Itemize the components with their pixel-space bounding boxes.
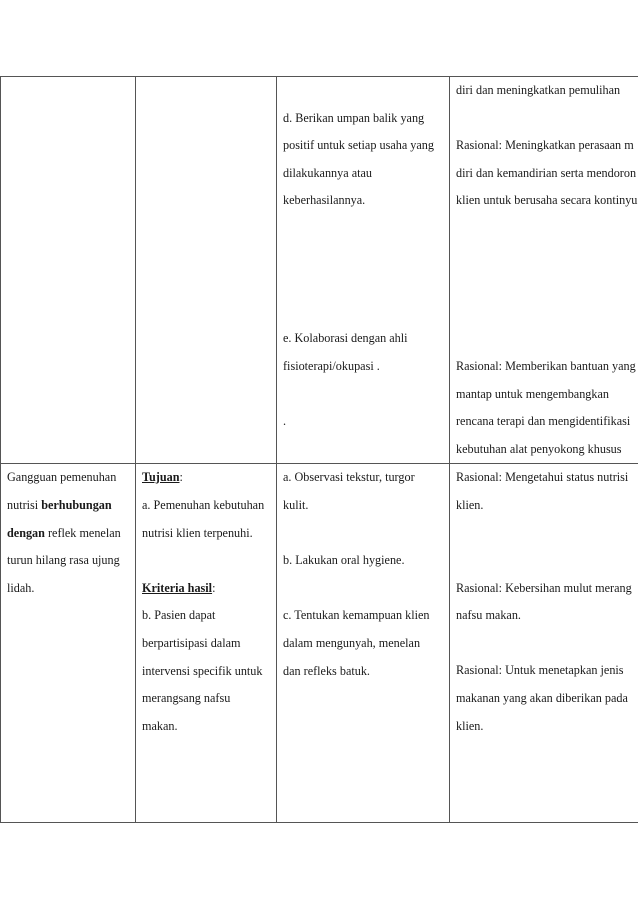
rasional-line: Rasional: Memberikan bantuan yang (456, 358, 636, 373)
intervensi-line: a. Observasi tekstur, turgor (283, 470, 415, 485)
kriteria-line: makan. (142, 718, 178, 733)
rasional-line: diri dan kemandirian serta mendoron (456, 165, 637, 180)
diagnosa-line (7, 520, 135, 548)
diagnosa-text: nutrisi (7, 497, 42, 512)
kriteria-line: b. Pasien dapat (142, 608, 216, 623)
tujuan-colon: : (179, 470, 183, 485)
rasional-line: rencana terapi dan mengidentifikasi (456, 414, 631, 429)
intervensi-line: dan refleks batuk. (283, 663, 370, 678)
intervensi-line: . (283, 413, 287, 428)
intervensi-line: d. Berikan umpan balik yang (283, 110, 425, 125)
rasional-cell (450, 77, 638, 464)
diagnosa-line: turun hilang rasa ujung (7, 553, 120, 568)
diagnosa-bold-text: berhubungan (41, 497, 112, 512)
rasional-line: klien. (456, 718, 484, 733)
diagnosa-line: Gangguan pemenuhan (7, 470, 117, 485)
intervensi-line: dilakukannya atau (283, 165, 373, 180)
kriteria-line: merangsang nafsu (142, 691, 231, 706)
tujuan-line: nutrisi klien terpenuhi. (142, 525, 253, 540)
kriteria-label: Kriteria hasil (142, 580, 213, 595)
diagnosa-cell (1, 464, 136, 823)
rasional-line: Rasional: Untuk menetapkan jenis (456, 663, 624, 678)
tujuan-line: a. Pemenuhan kebutuhan (142, 497, 265, 512)
rasional-line: Rasional: Mengetahui status nutrisi (456, 470, 629, 485)
rasional-line: diri dan meningkatkan pemulihan (456, 83, 621, 97)
diagnosa-text: reflek menelan (44, 525, 121, 540)
table-row (1, 464, 638, 823)
diagnosa-line (7, 492, 135, 520)
intervensi-line: c. Tentukan kemampuan klien (283, 608, 430, 623)
diagnosa-cell (1, 77, 136, 464)
intervensi-cell (277, 464, 450, 823)
intervensi-line: positif untuk setiap usaha yang (283, 138, 434, 153)
intervensi-line: keberhasilannya. (283, 193, 366, 208)
tujuan-cell (136, 77, 277, 464)
rasional-line: nafsu makan. (456, 608, 521, 623)
kriteria-colon: : (212, 580, 216, 595)
tujuan-cell (136, 464, 277, 823)
intervensi-line: b. Lakukan oral hygiene. (283, 553, 405, 568)
tujuan-label: Tujuan (142, 470, 180, 485)
rasional-line: kebutuhan alat penyokong khusus (456, 441, 622, 456)
nursing-care-plan-table (0, 76, 638, 823)
intervensi-cell (277, 77, 450, 464)
intervensi-line: kulit. (283, 497, 309, 512)
rasional-line: mantap untuk mengembangkan (456, 386, 609, 401)
intervensi-line: e. Kolaborasi dengan ahli (283, 330, 408, 345)
diagnosa-line: lidah. (7, 580, 35, 595)
rasional-cell (450, 464, 638, 823)
rasional-line: Rasional: Kebersihan mulut merang (456, 580, 632, 595)
rasional-line: Rasional: Meningkatkan perasaan m (456, 138, 634, 153)
table-row (1, 77, 638, 464)
rasional-line: makanan yang akan diberikan pada (456, 690, 628, 705)
kriteria-heading (142, 575, 276, 603)
tujuan-heading (142, 464, 276, 492)
intervensi-line: fisioterapi/okupasi . (283, 358, 380, 373)
diagnosa-bold-text: dengan (7, 525, 45, 540)
kriteria-line: berpartisipasi dalam (142, 635, 241, 650)
rasional-line: klien untuk berusaha secara kontinyu (456, 193, 638, 208)
kriteria-line: intervensi specifik untuk (142, 663, 263, 678)
intervensi-line: dalam mengunyah, menelan (283, 635, 421, 650)
rasional-line: klien. (456, 497, 484, 512)
